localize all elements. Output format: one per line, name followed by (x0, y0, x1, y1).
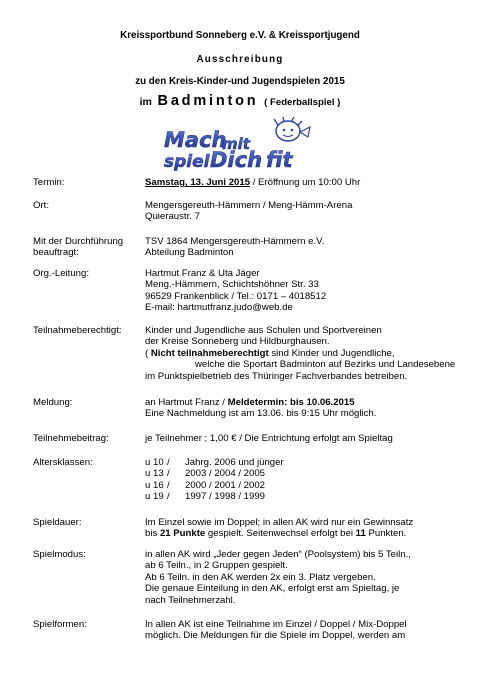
teilnahme-line (145, 348, 460, 359)
logo-word-fit: fit (266, 148, 293, 172)
sport-heading-prefix: im (139, 96, 152, 108)
altersklasse-years: 2003 / 2004 / 2005 (185, 468, 266, 480)
logo-word-dich: Dich (210, 148, 263, 172)
meldung-value (145, 397, 460, 420)
altersklasse-years: 1997 / 1998 / 1999 (185, 491, 266, 503)
termin-value (145, 177, 460, 188)
teilnahme-paren: ( (145, 347, 151, 359)
ort-label: Ort: (33, 200, 49, 211)
durchfuehrung-line: Abteilung Badminton (145, 247, 234, 259)
durchfuehrung-label-line: Mit der Durchführung (33, 236, 124, 247)
termin-label: Termin: (33, 177, 65, 188)
sport-subtitle: ( Federballspiel ) (264, 97, 341, 108)
meldung-deadline: Meldetermin: bis 10.06.2015 (227, 397, 355, 408)
spielmodus-value (145, 549, 460, 606)
spielmodus-line: ab 6 Teiln., in 2 Gruppen gespielt. (145, 560, 288, 572)
altersklasse-sep: / (167, 468, 170, 480)
orga-label: Org.-Leitung: (33, 268, 89, 279)
durchfuehrung-label-line: beauftragt: (33, 247, 79, 259)
termin-date: Samstag, 13. Juni 2015 (145, 177, 251, 188)
durchfuehrung-label (33, 236, 143, 259)
orga-email: E-mail: hartmutfranz.judo@web.de (145, 302, 293, 314)
altersklassen-value (145, 457, 460, 503)
meldung-recipient: an Hartmut Franz / (145, 397, 228, 408)
ort-value (145, 200, 460, 223)
orga-line: Meng.-Hämmern, Schichtshöhner Str. 33 (145, 279, 319, 291)
meldung-line: Eine Nachmeldung ist am 13.06. bis 9:15 Uhr möglich. (145, 408, 377, 420)
document-type: Ausschreibung (196, 54, 284, 65)
altersklasse-row (145, 468, 460, 479)
ort-line: Quieraustr. 7 (145, 211, 200, 223)
event-title: zu den Kreis-Kinder-und Jugendspielen 2015 (135, 76, 345, 87)
spieldauer-line (145, 528, 460, 539)
spieldauer-text: bis (145, 528, 160, 540)
teilnahme-line: welche die Sportart Badminton auf Bezirks und Landesebene (195, 359, 456, 371)
logo-word-mit: mit (222, 135, 250, 153)
spieldauer-points: 21 Punkte (159, 528, 206, 540)
altersklasse-ak: u 16 (145, 479, 164, 491)
termin-opening: / Eröffnung um 10:00 Uhr (250, 177, 361, 188)
spielmodus-line: nach Teilnehmerzahl. (145, 594, 236, 606)
orga-value (145, 268, 460, 314)
teilnahme-line: Kinder und Jugendliche aus Schulen und Sportvereinen (145, 325, 382, 336)
spielmodus-line: Die genaue Einteilung in den AK, erfolgt erst am Spieltag, je (145, 583, 400, 595)
teilnahme-line: der Kreise Sonneberg und Hildburghausen. (145, 336, 330, 348)
spielformen-value (145, 619, 460, 642)
spielmodus-label: Spielmodus: (33, 549, 86, 560)
altersklasse-row (145, 491, 460, 502)
spielformen-line: In allen AK ist eine Teilnahme im Einzel / Doppel / Mix-Doppel (145, 619, 407, 630)
logo-word-mach: Mach (164, 128, 227, 152)
spielmodus-line: in allen AK wird „Jeder gegen Jeden“ (Poolsystem) bis 5 Teiln., (145, 549, 411, 560)
altersklasse-row (145, 480, 460, 491)
orga-line: 96529 Frankenblick / Tel.: 0171 – 4018512 (145, 290, 327, 302)
beitrag-label: Teilnehmebeitrag: (33, 433, 109, 444)
teilnahme-line-rest: sind Kinder und Jugendliche, (268, 347, 395, 359)
teilnahme-value (145, 325, 460, 382)
organization-title: Kreissportbund Sonneberg e.V. & Kreissportjugend (120, 30, 360, 41)
meldung-label: Meldung: (33, 397, 73, 408)
mach-mit-logo (160, 117, 330, 173)
altersklasse-ak: u 13 (145, 468, 164, 480)
altersklasse-ak: u 19 (145, 491, 164, 503)
altersklasse-years: Jahrg. 2006 und jünger (185, 457, 284, 468)
teilnahme-label: Teilnahmeberechtigt: (33, 325, 122, 336)
spielformen-line: möglich. Die Meldungen für die Spiele im Doppel, werden am (145, 630, 406, 642)
altersklasse-years: 2000 / 2001 / 2002 (185, 479, 266, 491)
altersklasse-sep: / (167, 457, 170, 468)
altersklasse-sep: / (167, 479, 170, 491)
mascot-figure-icon (274, 117, 310, 141)
spielformen-label: Spielformen: (33, 619, 87, 630)
logo-word-spiel: spiel (164, 152, 210, 172)
spieldauer-value (145, 517, 460, 540)
durchfuehrung-line: TSV 1864 Mengersgereuth-Hämmern e.V. (145, 236, 325, 247)
spieldauer-line: Im Einzel sowie im Doppel; in allen AK wird nur ein Gewinnsatz (145, 517, 414, 528)
altersklasse-row (145, 457, 460, 468)
meldung-line (145, 397, 460, 408)
orga-line: Hartmut Franz & Uta Jäger (145, 268, 260, 279)
teilnahme-exclusion: Nicht teilnahmeberechtigt (150, 347, 269, 359)
ort-line: Mengersgereuth-Hämmern / Meng-Hämm-Arena (145, 200, 353, 211)
spieldauer-text: Punkten. (365, 528, 407, 540)
teilnahme-line: im Punktspielbetrieb des Thüringer Fachverbandes betreiben. (145, 370, 408, 382)
altersklassen-label: Altersklassen: (33, 457, 93, 468)
sport-heading (0, 93, 480, 109)
spieldauer-switch-points: 11 (355, 528, 366, 540)
spieldauer-label: Spieldauer: (33, 517, 82, 528)
sport-name: Badminton (157, 93, 259, 109)
spieldauer-text: gespielt. Seitenwechsel erfolgt bei (205, 528, 356, 540)
altersklasse-ak: u 10 (145, 457, 164, 468)
durchfuehrung-value (145, 236, 460, 259)
altersklasse-sep: / (167, 491, 170, 503)
spielmodus-line: Ab 6 Teiln. in den AK werden 2x ein 3. Platz vergeben. (145, 571, 376, 583)
beitrag-value: je Teilnehmer ; 1,00 € / Die Entrichtung erfolgt am Spieltag (145, 433, 393, 444)
